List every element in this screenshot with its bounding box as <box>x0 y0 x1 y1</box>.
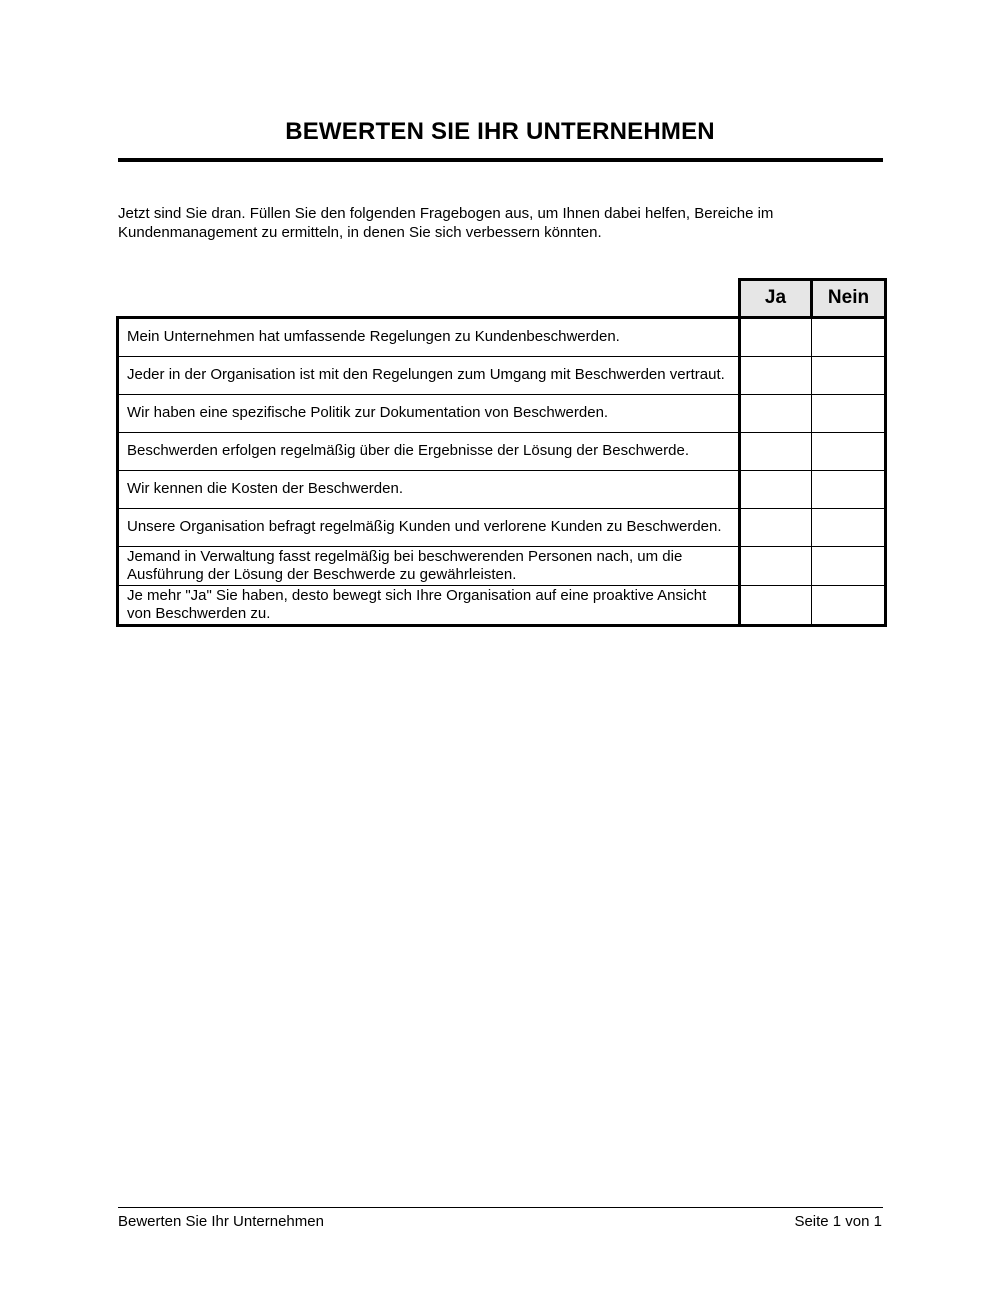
table-row <box>118 317 886 356</box>
answer-cell-ja[interactable] <box>740 585 812 625</box>
table-header-row <box>118 280 886 318</box>
header-ja: Ja <box>740 280 812 318</box>
footer-divider <box>118 1207 883 1208</box>
table-row <box>118 470 886 508</box>
intro-paragraph <box>118 204 858 242</box>
answer-cell-nein[interactable] <box>812 356 886 394</box>
question-text: Beschwerden erfolgen regelmäßig über die Ergebnisse der Lösung der Beschwerde. <box>118 432 740 470</box>
question-text: Jeder in der Organisation ist mit den Regelungen zum Umgang mit Beschwerden vertraut. <box>118 356 740 394</box>
question-text: Unsere Organisation befragt regelmäßig Kunden und verlorene Kunden zu Beschwerden. <box>118 508 740 546</box>
page-title: BEWERTEN SIE IHR UNTERNEHMEN <box>285 118 715 145</box>
answer-cell-ja[interactable] <box>740 432 812 470</box>
answer-cell-nein[interactable] <box>812 546 886 585</box>
answer-cell-nein[interactable] <box>812 508 886 546</box>
footer-title: Bewerten Sie Ihr Unternehmen <box>118 1213 324 1230</box>
table-row <box>118 356 886 394</box>
survey-table <box>116 278 887 627</box>
answer-cell-ja[interactable] <box>740 356 812 394</box>
table-row <box>118 585 886 625</box>
answer-cell-nein[interactable] <box>812 317 886 356</box>
intro-text: Jetzt sind Sie dran. Füllen Sie den folgenden Fragebogen aus, um Ihnen dabei helfen, Bereiche im Kundenmanagement zu ermitteln, in denen Sie sich verbessern könnten. <box>118 205 774 241</box>
header-spacer <box>118 280 740 318</box>
answer-cell-ja[interactable] <box>740 470 812 508</box>
page-number: Seite 1 von 1 <box>794 1213 882 1230</box>
answer-cell-nein[interactable] <box>812 585 886 625</box>
table-row <box>118 508 886 546</box>
question-text: Je mehr "Ja" Sie haben, desto bewegt sich Ihre Organisation auf eine proaktive Ansicht von Beschwerden zu. <box>118 585 740 625</box>
header-nein: Nein <box>812 280 886 318</box>
question-text: Mein Unternehmen hat umfassende Regelungen zu Kundenbeschwerden. <box>118 317 740 356</box>
question-text: Wir kennen die Kosten der Beschwerden. <box>118 470 740 508</box>
table-row <box>118 394 886 432</box>
table-row <box>118 432 886 470</box>
answer-cell-ja[interactable] <box>740 317 812 356</box>
answer-cell-nein[interactable] <box>812 470 886 508</box>
answer-cell-nein[interactable] <box>812 432 886 470</box>
table-row <box>118 546 886 585</box>
title-divider <box>118 158 883 162</box>
answer-cell-ja[interactable] <box>740 394 812 432</box>
answer-cell-nein[interactable] <box>812 394 886 432</box>
answer-cell-ja[interactable] <box>740 546 812 585</box>
answer-cell-ja[interactable] <box>740 508 812 546</box>
question-text: Jemand in Verwaltung fasst regelmäßig bei beschwerenden Personen nach, um die Ausführung der Lösung der Beschwerde zu gewährleisten. <box>118 546 740 585</box>
question-text: Wir haben eine spezifische Politik zur Dokumentation von Beschwerden. <box>118 394 740 432</box>
